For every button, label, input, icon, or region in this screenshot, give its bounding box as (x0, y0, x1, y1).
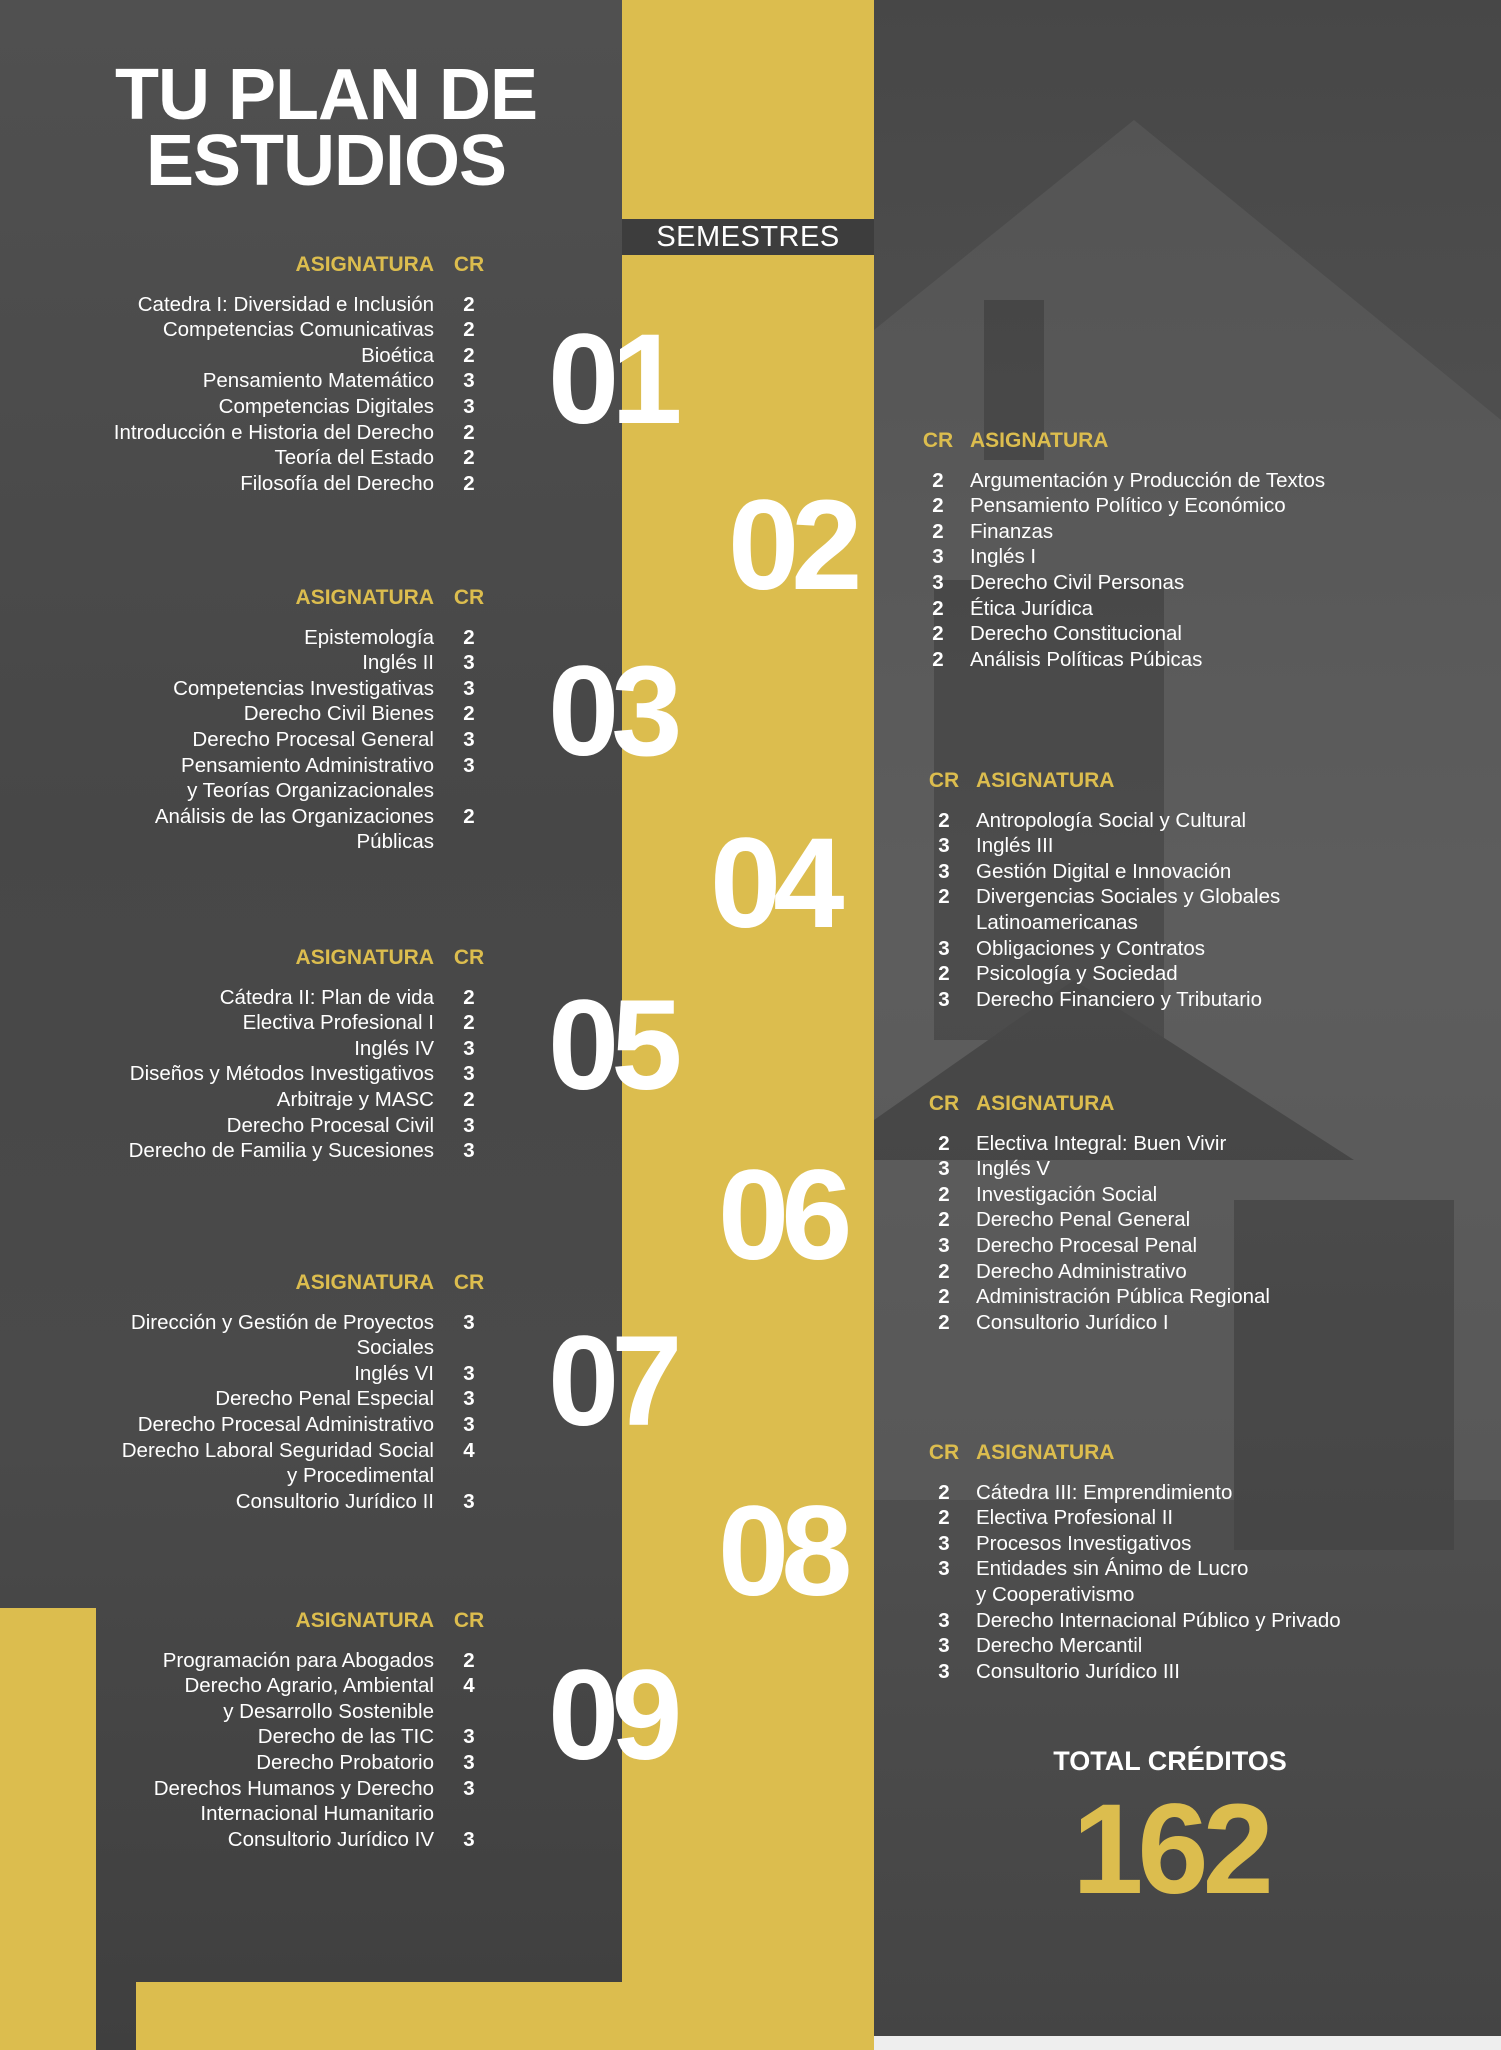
course-credits: 4 (463, 1438, 475, 1462)
course-row (0, 420, 490, 446)
course-name: Investigación Social (976, 1182, 1158, 1206)
course-row (0, 701, 490, 727)
course-name: Derecho Agrario, Ambiental (184, 1674, 434, 1698)
course-name: Electiva Profesional II (976, 1506, 1174, 1530)
course-name: Análisis de las Organizaciones (154, 804, 434, 828)
course-credits: 2 (938, 1208, 950, 1232)
course-credits: 3 (938, 987, 950, 1011)
course-name: Filosofía del Derecho (240, 471, 434, 495)
course-row (922, 936, 1280, 962)
table-header (922, 1440, 1341, 1466)
course-name: Introducción e Historia del Derecho (113, 420, 434, 444)
course-name: Públicas (356, 830, 434, 854)
course-row (0, 1361, 490, 1387)
course-name: Dirección y Gestión de Proyectos (130, 1310, 434, 1334)
course-credits: 3 (463, 1750, 475, 1774)
table-header (0, 585, 490, 611)
semester-block-04 (922, 768, 1280, 1012)
course-name: Internacional Humanitario (200, 1802, 434, 1826)
semester-block-03 (0, 585, 490, 855)
course-row (0, 1463, 490, 1489)
course-row (922, 1505, 1341, 1531)
bottom-line (874, 2036, 1501, 2050)
course-row (916, 596, 1325, 622)
course-name: Derecho Constitucional (970, 622, 1182, 646)
course-name: Derecho Financiero y Tributario (976, 987, 1262, 1011)
course-credits: 3 (938, 936, 950, 960)
course-credits: 2 (463, 446, 475, 470)
semester-block-02 (916, 428, 1325, 672)
course-credits: 2 (463, 804, 475, 828)
asignatura-header: ASIGNATURA (295, 586, 434, 609)
course-row (922, 1531, 1341, 1557)
course-credits: 3 (463, 1062, 475, 1086)
course-name: Inglés V (976, 1157, 1051, 1181)
course-credits: 2 (932, 468, 944, 492)
course-row (922, 1633, 1341, 1659)
course-credits: 2 (938, 1506, 950, 1530)
total-credits-label: TOTAL CRÉDITOS (1053, 1746, 1287, 1776)
cr-header: CR (928, 1441, 960, 1464)
course-credits: 3 (938, 1659, 950, 1683)
course-row (922, 808, 1280, 834)
course-name: Derecho de Familia y Sucesiones (128, 1139, 434, 1163)
page-title-line1: TU PLAN DE (115, 55, 537, 135)
course-credits: 2 (463, 1011, 475, 1035)
course-name: Cátedra II: Plan de vida (219, 985, 434, 1009)
course-credits: 3 (938, 1557, 950, 1581)
course-credits: 3 (463, 1827, 475, 1851)
course-credits: 3 (463, 369, 475, 393)
course-name: Derecho Civil Personas (970, 570, 1185, 594)
course-name: Epistemología (304, 625, 434, 649)
accent-block-bottom (136, 1982, 874, 2050)
course-name: y Desarrollo Sostenible (223, 1699, 434, 1723)
course-name: Gestión Digital e Innovación (976, 859, 1232, 883)
course-name: y Cooperativismo (976, 1582, 1135, 1606)
house-photo-icon (874, 0, 1501, 2050)
course-name: Consultorio Jurídico II (235, 1489, 434, 1513)
table-header (0, 945, 490, 971)
course-name: Inglés VI (354, 1361, 434, 1385)
course-credits: 2 (463, 985, 475, 1009)
course-row (916, 493, 1325, 519)
course-row (0, 676, 490, 702)
course-name: Electiva Profesional I (242, 1011, 434, 1035)
course-credits: 2 (932, 519, 944, 543)
course-name: Inglés IV (354, 1036, 434, 1060)
course-name: Competencias Digitales (218, 394, 434, 418)
course-credits: 3 (463, 727, 475, 751)
course-row (0, 1827, 490, 1853)
course-row (0, 1776, 490, 1802)
cr-header: CR (928, 1092, 960, 1115)
course-name: Derecho de las TIC (257, 1725, 434, 1749)
course-credits: 2 (938, 1131, 950, 1155)
course-row (0, 394, 490, 420)
course-credits: 3 (938, 1233, 950, 1257)
course-row (922, 1480, 1341, 1506)
course-row (916, 468, 1325, 494)
semester-number-08: 08 (718, 1480, 845, 1623)
table-header (0, 252, 490, 278)
course-row (0, 1801, 490, 1827)
semester-number-09: 09 (548, 1644, 675, 1787)
course-row (0, 1489, 490, 1515)
asignatura-header: ASIGNATURA (976, 1092, 1115, 1115)
course-name: Derecho Procesal Penal (976, 1233, 1198, 1257)
course-name: Inglés I (970, 545, 1037, 569)
cr-header: CR (453, 1271, 485, 1294)
course-credits: 3 (463, 394, 475, 418)
course-name: Derecho Probatorio (256, 1750, 434, 1774)
asignatura-header: ASIGNATURA (295, 1609, 434, 1632)
course-row (916, 621, 1325, 647)
course-name: Derecho Laboral Seguridad Social (121, 1438, 434, 1462)
semester-block-09 (0, 1608, 490, 1852)
semester-number-04: 04 (710, 812, 837, 955)
course-row (922, 1259, 1270, 1285)
course-row (922, 1556, 1341, 1582)
course-credits: 2 (463, 292, 475, 316)
course-row (916, 519, 1325, 545)
course-credits: 2 (938, 962, 950, 986)
semester-block-05 (0, 945, 490, 1164)
course-name: Derecho Administrativo (976, 1259, 1187, 1283)
semester-number-01: 01 (548, 308, 675, 451)
course-row (0, 445, 490, 471)
course-name: Consultorio Jurídico III (976, 1659, 1180, 1683)
course-row (0, 625, 490, 651)
cr-header: CR (453, 253, 485, 276)
asignatura-header: ASIGNATURA (976, 1441, 1115, 1464)
course-credits: 2 (938, 1259, 950, 1283)
table-header (916, 428, 1325, 454)
course-name: y Procedimental (287, 1464, 434, 1488)
asignatura-header: ASIGNATURA (295, 946, 434, 969)
course-row (0, 1648, 490, 1674)
course-row (0, 985, 490, 1011)
course-row (0, 1087, 490, 1113)
course-row (0, 471, 490, 497)
course-row (0, 829, 490, 855)
course-row (0, 1310, 490, 1336)
course-credits: 3 (463, 1776, 475, 1800)
course-name: Finanzas (970, 519, 1054, 543)
course-name: Pensamiento Matemático (202, 369, 434, 393)
course-credits: 2 (932, 622, 944, 646)
semester-block-08 (922, 1440, 1341, 1684)
course-name: Derecho Mercantil (976, 1634, 1143, 1658)
course-name: Derecho Procesal Administrativo (137, 1412, 434, 1436)
course-name: Arbitraje y MASC (276, 1087, 434, 1111)
course-row (922, 1608, 1341, 1634)
course-row (922, 1659, 1341, 1685)
course-name: Psicología y Sociedad (976, 962, 1178, 986)
course-row (922, 833, 1280, 859)
course-credits: 3 (938, 1608, 950, 1632)
course-name: Pensamiento Administrativo (181, 753, 434, 777)
asignatura-header: ASIGNATURA (970, 429, 1109, 452)
course-credits: 2 (938, 1182, 950, 1206)
course-name: Sociales (356, 1336, 434, 1360)
course-row (0, 1138, 490, 1164)
course-row (0, 650, 490, 676)
course-row (0, 1750, 490, 1776)
course-credits: 2 (463, 1087, 475, 1111)
course-credits: 3 (463, 1139, 475, 1163)
course-row (922, 1182, 1270, 1208)
course-credits: 2 (463, 420, 475, 444)
course-name: Derecho Internacional Público y Privado (976, 1608, 1341, 1632)
course-name: Antropología Social y Cultural (976, 808, 1247, 832)
course-name: Derecho Penal General (976, 1208, 1191, 1232)
semester-block-06 (922, 1091, 1270, 1335)
course-credits: 2 (932, 596, 944, 620)
asignatura-header: ASIGNATURA (976, 769, 1115, 792)
course-name: Consultorio Jurídico IV (227, 1827, 434, 1851)
course-name: Divergencias Sociales y Globales (976, 885, 1281, 909)
course-credits: 3 (463, 1489, 475, 1513)
course-row (922, 1582, 1341, 1608)
course-name: Análisis Políticas Púbicas (970, 647, 1203, 671)
course-credits: 2 (938, 1310, 950, 1334)
table-header (922, 768, 1280, 794)
course-credits: 3 (938, 859, 950, 883)
cr-header: CR (922, 429, 954, 452)
course-credits: 2 (938, 1480, 950, 1504)
cr-header: CR (453, 946, 485, 969)
table-header (922, 1091, 1270, 1117)
course-credits: 3 (932, 570, 944, 594)
course-row (922, 884, 1280, 910)
course-credits: 3 (463, 676, 475, 700)
course-name: Administración Pública Regional (976, 1285, 1270, 1309)
course-credits: 3 (463, 1113, 475, 1137)
table-header (0, 1270, 490, 1296)
course-credits: 2 (932, 494, 944, 518)
course-row (922, 961, 1280, 987)
course-name: Cátedra III: Emprendimiento (976, 1480, 1233, 1504)
course-row (922, 1131, 1270, 1157)
course-credits: 3 (463, 1412, 475, 1436)
semester-number-02: 02 (728, 474, 855, 617)
course-name: Derecho Procesal Civil (226, 1113, 434, 1137)
course-credits: 3 (932, 545, 944, 569)
course-row (0, 1438, 490, 1464)
course-credits: 2 (463, 343, 475, 367)
course-row (922, 987, 1280, 1013)
course-name: Obligaciones y Contratos (976, 936, 1206, 960)
course-credits: 3 (463, 651, 475, 675)
course-name: Derecho Procesal General (192, 727, 434, 751)
course-credits: 2 (938, 808, 950, 832)
course-credits: 2 (932, 647, 944, 671)
course-name: Inglés II (362, 651, 434, 675)
course-row (0, 1699, 490, 1725)
course-name: Competencias Investigativas (173, 676, 434, 700)
course-credits: 3 (463, 1387, 475, 1411)
course-row (916, 570, 1325, 596)
course-row (0, 1335, 490, 1361)
course-row (0, 292, 490, 318)
course-row (0, 804, 490, 830)
course-name: Electiva Integral: Buen Vivir (976, 1131, 1227, 1155)
course-name: Derecho Civil Bienes (243, 702, 434, 726)
course-credits: 3 (938, 834, 950, 858)
course-name: Catedra I: Diversidad e Inclusión (137, 292, 434, 316)
course-name: Competencias Comunicativas (162, 318, 434, 342)
course-row (922, 1156, 1270, 1182)
course-row (922, 1310, 1270, 1336)
page-title-line2: ESTUDIOS (145, 121, 507, 201)
course-row (0, 1061, 490, 1087)
course-name: Latinoamericanas (976, 910, 1138, 934)
course-row (0, 1724, 490, 1750)
cr-header: CR (453, 1609, 485, 1632)
course-credits: 2 (938, 885, 950, 909)
course-name: Argumentación y Producción de Textos (970, 468, 1326, 492)
semester-block-01 (0, 252, 490, 496)
course-row (916, 647, 1325, 673)
course-row (0, 1412, 490, 1438)
course-credits: 3 (463, 753, 475, 777)
semestres-label: SEMESTRES (622, 219, 874, 255)
course-credits: 2 (463, 702, 475, 726)
cr-header: CR (453, 586, 485, 609)
course-credits: 3 (463, 1036, 475, 1060)
course-name: Teoría del Estado (274, 446, 434, 470)
course-name: Procesos Investigativos (976, 1531, 1192, 1555)
course-credits: 3 (463, 1361, 475, 1385)
course-row (922, 1284, 1270, 1310)
course-name: Consultorio Jurídico I (976, 1310, 1169, 1334)
course-row (922, 910, 1280, 936)
course-name: Inglés III (976, 834, 1054, 858)
course-name: Bioética (361, 343, 434, 367)
course-name: Derecho Penal Especial (215, 1387, 434, 1411)
course-row (0, 1036, 490, 1062)
course-row (0, 1673, 490, 1699)
semester-number-06: 06 (718, 1144, 845, 1287)
course-row (922, 1207, 1270, 1233)
course-row (0, 1010, 490, 1036)
course-credits: 2 (463, 471, 475, 495)
course-name: Programación para Abogados (162, 1648, 434, 1672)
cr-header: CR (928, 769, 960, 792)
course-credits: 3 (938, 1531, 950, 1555)
course-credits: 2 (463, 625, 475, 649)
course-credits: 4 (463, 1674, 475, 1698)
course-credits: 3 (463, 1725, 475, 1749)
course-name: Pensamiento Político y Económico (970, 494, 1286, 518)
course-row (0, 317, 490, 343)
page-title (66, 55, 586, 201)
semester-number-07: 07 (548, 1310, 675, 1453)
course-name: Diseños y Métodos Investigativos (129, 1062, 434, 1086)
course-row (0, 343, 490, 369)
course-row (916, 544, 1325, 570)
course-name: y Teorías Organizacionales (187, 779, 434, 803)
course-row (0, 753, 490, 779)
course-name: Ética Jurídica (970, 596, 1094, 620)
course-credits: 2 (463, 1648, 475, 1672)
asignatura-header: ASIGNATURA (295, 1271, 434, 1294)
asignatura-header: ASIGNATURA (295, 253, 434, 276)
course-credits: 2 (463, 318, 475, 342)
course-row (922, 1233, 1270, 1259)
total-credits-value: 162 (1072, 1778, 1268, 1921)
semester-number-05: 05 (548, 974, 675, 1117)
course-row (0, 368, 490, 394)
course-row (0, 727, 490, 753)
course-credits: 2 (938, 1285, 950, 1309)
semester-number-03: 03 (548, 640, 675, 783)
course-credits: 3 (938, 1157, 950, 1181)
course-name: Derechos Humanos y Derecho (153, 1776, 434, 1800)
table-header (0, 1608, 490, 1634)
course-credits: 3 (463, 1310, 475, 1334)
course-credits: 3 (938, 1634, 950, 1658)
course-name: Entidades sin Ánimo de Lucro (976, 1557, 1249, 1581)
semester-block-07 (0, 1270, 490, 1514)
course-row (0, 778, 490, 804)
course-row (922, 859, 1280, 885)
course-row (0, 1386, 490, 1412)
course-row (0, 1113, 490, 1139)
